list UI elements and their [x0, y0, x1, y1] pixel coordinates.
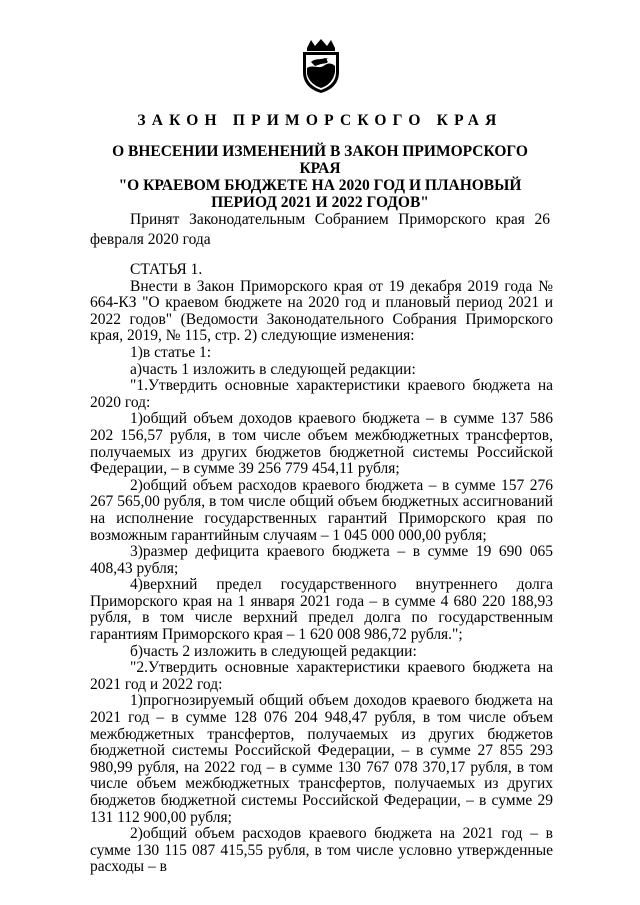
paragraph: 1)в статье 1:: [130, 343, 212, 361]
paragraph: 1)прогнозируемый общий объем доходов краевого бюджета на 2021 год – в сумме 128 076 204 948,47 рубля, в том числе объем межбюджетных трансфертов, получаемых из других бюджетов бюджетной системы Российской Федерации, – в сумме 27 855 293 980,99 рубля, на 2022 год – в сумме 130 767 078 370,17 рубля, в том числе объем межбюджетных трансфертов, получаемых из других бюджетов бюджетной системы Российской Федерации, – в сумме 29 131 112 900,00 рубля;: [90, 692, 553, 826]
subtitle-line: ПЕРИОД 2021 И 2022 ГОДОВ": [211, 194, 429, 211]
article-body: [90, 262, 553, 876]
paragraph: 3)размер дефицита краевого бюджета – в сумме 19 690 065 408,43 рубля;: [90, 543, 553, 577]
subtitle-line: "О КРАЕВОМ БЮДЖЕТЕ НА 2020 ГОД И ПЛАНОВЫЙ: [118, 177, 522, 194]
paragraph: "1.Утвердить основные характеристики краевого бюджета на 2020 год:: [90, 377, 553, 411]
paragraph: "2.Утвердить основные характеристики краевого бюджета на 2021 год и 2022 год:: [90, 659, 553, 693]
article-heading: СТАТЬЯ 1.: [130, 261, 203, 278]
paragraph: 1)общий объем доходов краевого бюджета – в сумме 137 586 202 156,57 рубля, в том числе объем межбюджетных трансфертов, получаемых из других бюджетов бюджетной системы Российской Федерации, – в сумме 39 256 779 454,11 рубля;: [90, 410, 553, 478]
subtitle-line: О ВНЕСЕНИИ ИЗМЕНЕНИЙ В ЗАКОН ПРИМОРСКОГО КРАЯ: [112, 143, 528, 177]
paragraph: 2)общий объем расходов краевого бюджета – в сумме 157 276 267 565,00 рубля, в том числе общий объем бюджетных ассигнований на исполнение государственных гарантий Приморского края по возможным гарантийным случаям – 1 045 000 000,00 рубля;: [90, 476, 553, 544]
primorsky-krai-coat-of-arms-icon: [297, 38, 345, 94]
paragraph: а)часть 1 изложить в следующей редакции:: [130, 360, 416, 378]
paragraph: 2)общий объем расходов краевого бюджета на 2021 год – в сумме 130 115 087 415,55 рубля, в том числе условно утвержденные расходы – в: [90, 825, 553, 876]
adoption-note: Принят Законодательным Собранием Приморского края 26 февраля 2020 года: [90, 211, 550, 248]
law-title: ЗАКОН ПРИМОРСКОГО КРАЯ: [137, 112, 503, 129]
paragraph: б)часть 2 изложить в следующей редакции:: [130, 642, 417, 660]
paragraph: 4)верхний предел государственного внутреннего долга Приморского края на 1 января 2021 года – в сумме 4 680 220 188,93 рубля, в том числе верхний предел долга по государственным гарантиям Приморского края – 1 620 008 986,72 рубля.";: [90, 576, 553, 644]
law-subtitle: [100, 143, 540, 211]
paragraph: Внести в Закон Приморского края от 19 декабря 2019 года № 664-КЗ "О краевом бюджете на 2020 год и плановый период 2021 и 2022 годов" (Ведомости Законодательного Собрания Приморского края, 2019, № 115, стр. 2) следующие изменения:: [90, 277, 553, 345]
